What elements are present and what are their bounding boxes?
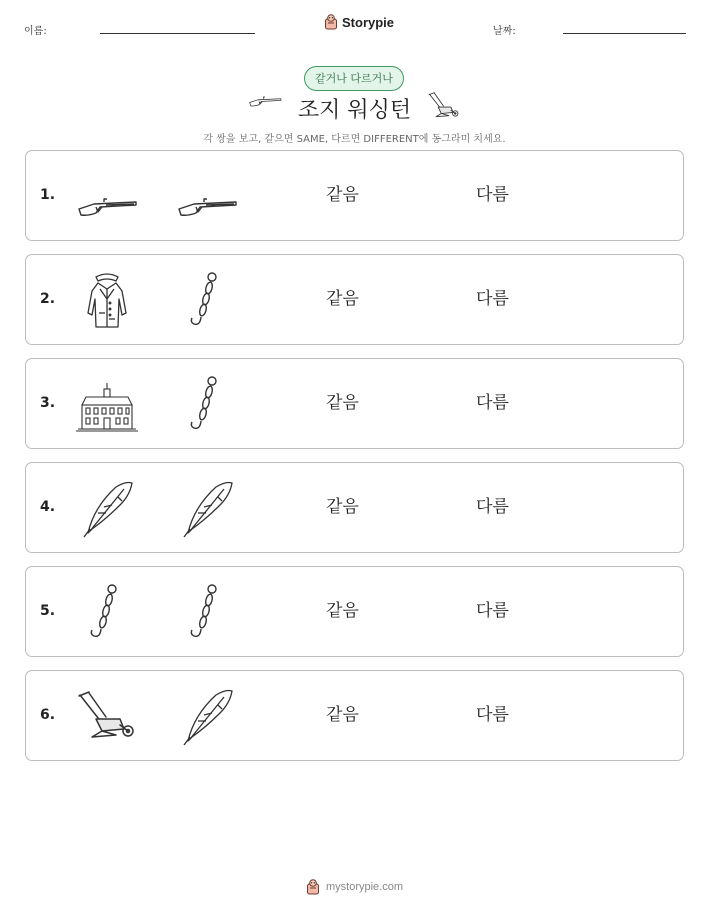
question-number: 6.	[40, 707, 56, 723]
quill-icon	[176, 685, 238, 747]
quill-icon	[176, 477, 238, 539]
footer-site-link[interactable]: mystorypie.com	[325, 881, 404, 893]
different-option[interactable]: 다름	[476, 185, 509, 205]
instructions: 각 쌍을 보고, 같으면 SAME, 다르면 DIFFERENT에 동그라미 치세요.	[203, 134, 506, 145]
chain-icon	[76, 581, 138, 643]
question-row-2	[25, 254, 684, 345]
page-title: 조지 워싱턴	[297, 98, 412, 123]
date-field-line[interactable]	[563, 33, 686, 34]
chain-icon	[176, 269, 238, 331]
name-field-line[interactable]	[100, 33, 255, 34]
storypie-mascot-icon	[306, 879, 320, 895]
same-option[interactable]: 같음	[326, 393, 359, 413]
quill-icon	[76, 477, 138, 539]
same-option[interactable]: 같음	[326, 289, 359, 309]
storypie-mascot-icon	[324, 14, 338, 30]
question-row-4	[25, 462, 684, 553]
different-option[interactable]: 다름	[476, 289, 509, 309]
name-label: 이름:	[24, 26, 47, 37]
question-row-3	[25, 358, 684, 449]
same-option[interactable]: 같음	[326, 185, 359, 205]
same-option[interactable]: 같음	[326, 601, 359, 621]
plow-icon	[76, 685, 138, 747]
question-number: 3.	[40, 395, 56, 411]
category-pill: 같거나 다르거나	[304, 66, 404, 91]
plow-icon	[427, 91, 461, 121]
question-number: 1.	[40, 187, 56, 203]
chain-icon	[176, 373, 238, 435]
date-label: 날짜:	[493, 26, 516, 37]
different-option[interactable]: 다름	[476, 705, 509, 725]
different-option[interactable]: 다름	[476, 497, 509, 517]
question-row-5	[25, 566, 684, 657]
brand-name: Storypie	[342, 14, 395, 30]
question-number: 5.	[40, 603, 56, 619]
question-row-1	[25, 150, 684, 241]
mansion-icon	[76, 373, 138, 435]
question-row-6	[25, 670, 684, 761]
chain-icon	[176, 581, 238, 643]
same-option[interactable]: 같음	[326, 705, 359, 725]
question-number: 4.	[40, 499, 56, 515]
musket-icon	[176, 165, 238, 227]
musket-icon	[76, 165, 138, 227]
different-option[interactable]: 다름	[476, 393, 509, 413]
question-number: 2.	[40, 291, 56, 307]
footer	[0, 879, 709, 895]
same-option[interactable]: 같음	[326, 497, 359, 517]
different-option[interactable]: 다름	[476, 601, 509, 621]
brand-logo	[324, 14, 394, 30]
colonial-coat-icon	[76, 269, 138, 331]
